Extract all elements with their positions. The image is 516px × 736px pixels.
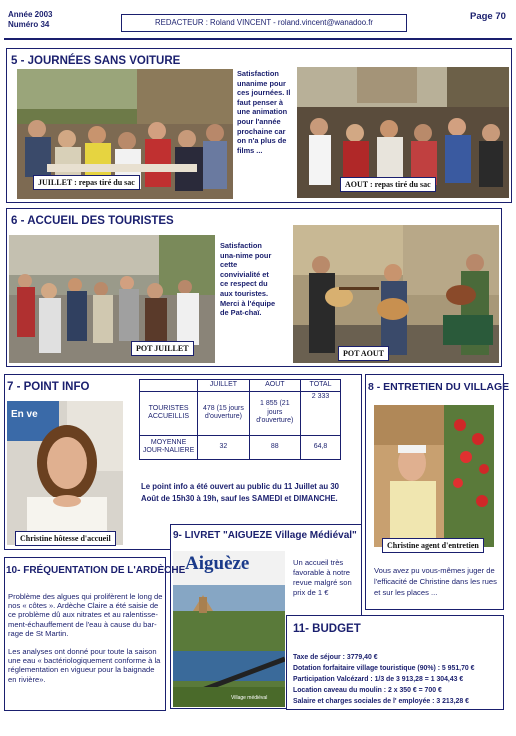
photo-christine-hotesse <box>7 401 123 545</box>
table-cell: 2 333 <box>301 391 341 435</box>
caption-pot-aout: POT AOUT <box>338 346 389 361</box>
caption-july-picnic: JUILLET : repas tiré du sac <box>33 175 140 190</box>
section-5-title: 5 - JOURNÉES SANS VOITURE <box>11 55 181 67</box>
section-5-text: Satisfaction unanime pour ces journées. Il faut penser à une animation pour l'année prochaine car on n'a plus de films ... <box>237 69 291 155</box>
table-row <box>140 435 341 459</box>
section-frequentation-ardeche <box>4 557 186 711</box>
section-8-text: Vous avez pu vous-mêmes juger de l'efficacité de Christine dans les rues et sur les places ... <box>374 566 497 597</box>
info-table-header: TOTAL <box>301 380 341 392</box>
section-9-text: Un accueil très favorable à notre revue malgré son prix de 1 € <box>293 558 352 597</box>
photo-pot-aout <box>293 225 499 363</box>
header-editor: REDACTEUR : Roland VINCENT - roland.vincent@wanadoo.fr <box>155 18 373 27</box>
budget-line: Participation Valcézard : 1/3 de 3 913,28 = 1 304,43 € <box>293 676 464 683</box>
section-9-title: 9- LIVRET "AIGUEZE Village Médiéval" <box>173 530 357 541</box>
caption-pot-juillet: POT JUILLET <box>131 341 194 356</box>
section-10-title: 10- FRÉQUENTATION DE L'ARDÈCHE <box>6 565 186 576</box>
budget-lines <box>293 652 503 707</box>
page-number: Page 70 <box>470 11 506 22</box>
header-rule <box>4 38 512 40</box>
info-table <box>139 379 341 460</box>
budget-line: Dotation forfaitaire village touristique (90%) : 5 951,70 € <box>293 665 475 672</box>
info-table-header: AOUT <box>249 380 300 392</box>
section-11-title: 11- BUDGET <box>293 623 361 635</box>
info-table-wrapper <box>139 379 341 460</box>
budget-line: Location caveau du moulin : 2 x 350 € = 700 € <box>293 687 442 694</box>
photo-christine-agent <box>374 405 494 547</box>
caption-august-picnic: AOUT : repas tiré du sac <box>340 177 436 192</box>
livret-cover <box>173 551 285 707</box>
section-accueil-touristes <box>6 208 502 367</box>
budget-line: Taxe de séjour : 3779,40 € <box>293 654 378 661</box>
info-table-header <box>140 380 198 392</box>
section-entretien-village <box>365 374 510 610</box>
section-10-paragraph-2: Les analyses ont donné pour toute la saison une eau « bactériologiquement conforme à la réglementation en vigueur pour la baignade en rivière». <box>8 647 161 684</box>
section-6-title: 6 - ACCUEIL DES TOURISTES <box>11 215 174 227</box>
photo-sign-text: En ve <box>11 409 38 420</box>
table-cell: TOURISTES ACCUEILLIS <box>140 391 198 435</box>
livret-cover-title: Aiguèze <box>185 553 250 574</box>
table-cell: 478 (15 jours d'ouverture) <box>198 391 249 435</box>
point-info-note: Le point info a été ouvert au public du 11 Juillet au 30 Août de 15h30 à 19h, sauf les SAMEDI et DIMANCHE. <box>141 482 339 503</box>
section-8-title: 8 - ENTRETIEN DU VILLAGE <box>368 381 510 393</box>
header-editor-box <box>121 14 407 32</box>
table-cell: 1 855 (21 jours d'ouverture) <box>249 391 300 435</box>
caption-christine-agent: Christine agent d'entretien <box>382 538 484 553</box>
section-7-title: 7 - POINT INFO <box>7 381 90 393</box>
header-issue-info <box>8 10 52 30</box>
table-row <box>140 391 341 435</box>
info-table-header: JUILLET <box>198 380 249 392</box>
header-issue: Numéro 34 <box>8 20 50 29</box>
section-6-text: Satisfaction una-nime pour cette convivialité et ce respect du aux touristes. Merci à l'équipe de Pat-chaï. <box>220 241 276 318</box>
section-budget <box>286 615 504 710</box>
section-10-paragraph-1: Problème des algues qui prolifèrent le long de nos « côtes ». Ardèche Claire a été saisie de ce problème dû aux nitrates et au ralentisse-ment-échauffement de l'eau à cause du bar-rage de St Martin. <box>8 592 163 638</box>
budget-line: Salaire et charges sociales de l' employée : 3 213,28 € <box>293 698 469 705</box>
info-table-header-row <box>140 380 341 392</box>
table-cell: 32 <box>198 435 249 459</box>
table-cell: 88 <box>249 435 300 459</box>
table-cell: MOYENNE JOUR-NALIERE <box>140 435 198 459</box>
header-year: Année 2003 <box>8 10 53 19</box>
section-journees-sans-voiture <box>6 48 512 203</box>
caption-christine-hotesse: Christine hôtesse d'accueil <box>15 531 116 546</box>
table-cell: 64,8 <box>301 435 341 459</box>
livret-cover-subtitle: Village médiéval <box>231 695 268 701</box>
